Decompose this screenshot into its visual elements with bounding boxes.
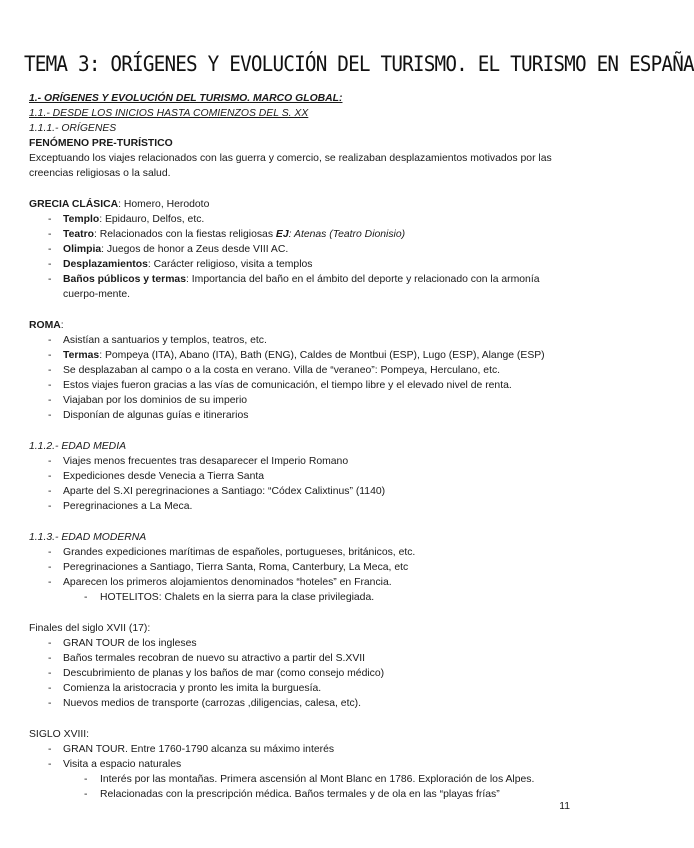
page-title: TEMA 3: ORÍGENES Y EVOLUCIÓN DEL TURISMO. EL TURISMO EN ESPAÑA [24,52,694,76]
list-item: - Descubrimiento de planas y los baños de mar (como consejo médico) [29,666,575,681]
siglo-xvii-list [29,636,575,711]
list-item: - Relacionadas con la prescripción médica. Baños termales y de ola en las “playas frías” [29,787,575,802]
section-heading-1-1: 1.1.- DESDE LOS INICIOS HASTA COMIENZOS DEL S. XX [29,108,309,119]
list-item: - Expediciones desde Venecia a Tierra Santa [29,469,575,484]
list-item: - Templo: Epidauro, Delfos, etc. [29,212,575,227]
list-item: - Desplazamientos: Carácter religioso, visita a templos [29,257,575,272]
edad-moderna-sublist [29,590,575,605]
list-item: - Termas: Pompeya (ITA), Abano (ITA), Bath (ENG), Caldes de Montbui (ESP), Lugo (ESP), Alange (ESP) [29,348,575,363]
list-item: - Grandes expediciones marítimas de españoles, portugueses, británicos, etc. [29,545,575,560]
list-item: - Comienza la aristocracia y pronto les imita la burguesía. [29,681,575,696]
siglo-xviii-heading: SIGLO XVIII: [29,729,90,740]
list-item: - Baños termales recobran de nuevo su atractivo a partir del S.XVII [29,651,575,666]
prehistoric-text: Exceptuando los viajes relacionados con las guerra y comercio, se realizaban desplazamientos motivados por las creencias religiosas o la salud. [29,153,552,179]
edad-moderna-heading: 1.1.3.- EDAD MODERNA [29,532,147,543]
prehistoric-heading: FENÓMENO PRE-TURÍSTICO [29,138,173,149]
page-number: 11 [559,801,570,812]
edad-moderna-list [29,545,575,590]
list-item: - Baños públicos y termas: Importancia del baño en el ámbito del deporte y relacionado con la armonía cuerpo-mente. [29,272,575,302]
list-item: - Aparte del S.XI peregrinaciones a Santiago: “Códex Calixtinus” (1140) [29,484,575,499]
grecia-list [29,212,575,302]
list-item: - Visita a espacio naturales [29,757,575,772]
list-item: - Nuevos medios de transporte (carrozas ,diligencias, calesa, etc). [29,696,575,711]
list-item: - Asistían a santuarios y templos, teatros, etc. [29,333,575,348]
section-heading-1: 1.- ORÍGENES Y EVOLUCIÓN DEL TURISMO. MARCO GLOBAL: [29,93,343,104]
list-item: - Peregrinaciones a Santiago, Tierra Santa, Roma, Canterbury, La Meca, etc [29,560,575,575]
siglo-xviii-sublist [29,772,575,802]
roma-list [29,333,575,423]
list-item: - Peregrinaciones a La Meca. [29,499,575,514]
roma-heading: ROMA: [29,320,64,331]
list-item: - Viajes menos frecuentes tras desaparecer el Imperio Romano [29,454,575,469]
grecia-heading: GRECIA CLÁSICA: Homero, Herodoto [29,199,210,210]
list-item: - Aparecen los primeros alojamientos denominados “hoteles” en Francia. [29,575,575,590]
list-item: - Teatro: Relacionados con la fiestas religiosas EJ: Atenas (Teatro Dionisio) [29,227,575,242]
edad-media-heading: 1.1.2.- EDAD MEDIA [29,441,127,452]
list-item: - Viajaban por los dominios de su imperio [29,393,575,408]
section-heading-1-1-1: 1.1.1.- ORÍGENES [29,123,117,134]
list-item: - GRAN TOUR de los ingleses [29,636,575,651]
list-item: - Olimpia: Juegos de honor a Zeus desde VIII AC. [29,242,575,257]
list-item: - Interés por las montañas. Primera ascensión al Mont Blanc en 1786. Exploración de los Alpes. [29,772,575,787]
siglo-xvii-heading: Finales del siglo XVII (17): [29,623,151,634]
edad-media-list [29,454,575,514]
list-item: - GRAN TOUR. Entre 1760-1790 alcanza su máximo interés [29,742,575,757]
list-item: - HOTELITOS: Chalets en la sierra para la clase privilegiada. [29,590,575,605]
document-body [29,91,575,802]
list-item: - Se desplazaban al campo o a la costa en verano. Villa de “veraneo”: Pompeya, Herculano, etc. [29,363,575,378]
list-item: - Estos viajes fueron gracias a las vías de comunicación, el tiempo libre y el elevado nivel de renta. [29,378,575,393]
list-item: - Disponían de algunas guías e itinerarios [29,408,575,423]
siglo-xviii-list [29,742,575,772]
